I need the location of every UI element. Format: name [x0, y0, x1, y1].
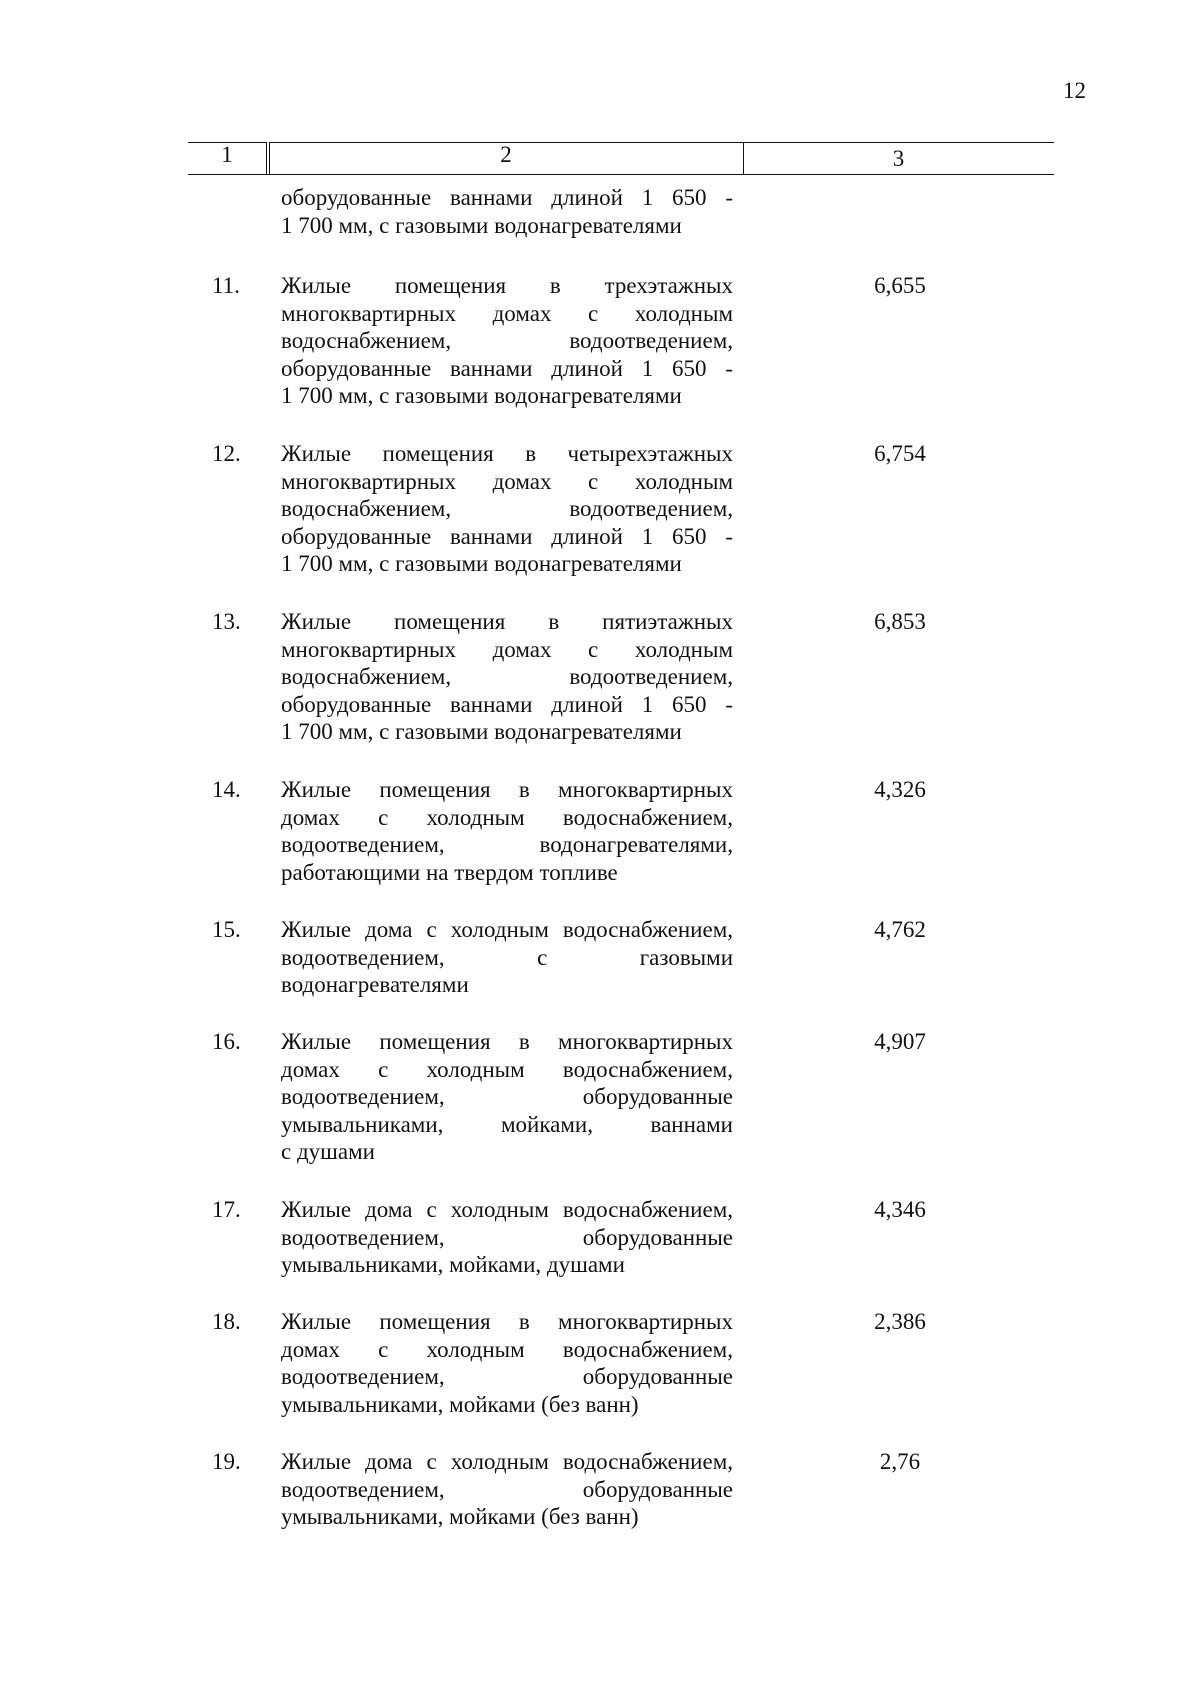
description-line: многоквартирных домах с холодным	[281, 300, 733, 326]
page-number: 12	[1063, 78, 1086, 103]
header-col-3: 3	[892, 146, 905, 171]
description-line: Жилые дома с холодным водоснабжением,	[281, 1449, 733, 1474]
description-line: водоотведением, оборудованные	[281, 1364, 733, 1389]
description-line: 1 700 мм, с газовыми водонагревателями	[281, 383, 682, 408]
description-line: Жилые дома с холодным водоснабжением,	[281, 1197, 733, 1222]
table-row	[0, 1448, 1200, 1560]
description-line: многоквартирных домах с холодным	[281, 468, 733, 494]
row-number: 15.	[212, 917, 241, 942]
description-line: Жилые помещения в многоквартирных	[281, 1309, 733, 1334]
description-line: водоотведением, оборудованные	[281, 1224, 733, 1250]
header-col-1: 1	[221, 142, 233, 167]
row-number: 11.	[212, 273, 240, 298]
description-line: Жилые помещения в пятиэтажных	[281, 609, 733, 634]
table-row	[0, 440, 1200, 608]
description-line: Жилые дома с холодным водоснабжением,	[281, 917, 733, 942]
row-number: 14.	[212, 777, 241, 802]
description-line: умывальниками, мойками (без ванн)	[281, 1391, 639, 1417]
header-divider	[266, 142, 267, 175]
description-line: водоснабжением, водоотведением,	[281, 496, 733, 521]
row-description	[281, 1308, 733, 1418]
description-line: 1 700 мм, с газовыми водонагревателями	[281, 212, 682, 238]
description-line: оборудованные ваннами длиной 1 650 -	[281, 691, 733, 717]
table-row	[0, 272, 1200, 440]
description-line: оборудованные ваннами длиной 1 650 -	[281, 523, 733, 549]
row-description	[281, 1028, 733, 1166]
row-description	[281, 184, 733, 239]
description-line: водоснабжением, водоотведением,	[281, 328, 733, 353]
description-line: водоотведением, оборудованные	[281, 1476, 733, 1502]
row-value: 6,754	[874, 441, 926, 466]
description-line: водоотведением, водонагревателями,	[281, 832, 733, 857]
row-value: 2,76	[879, 1449, 921, 1474]
row-value: 2,386	[874, 1309, 926, 1334]
description-line: с душами	[281, 1139, 375, 1164]
description-line: умывальниками, мойками, душами	[281, 1252, 625, 1277]
row-value: 4,907	[874, 1029, 926, 1054]
row-description	[281, 440, 733, 578]
description-line: домах с холодным водоснабжением,	[281, 1336, 733, 1362]
description-line: Жилые помещения в четырехэтажных	[281, 441, 733, 466]
row-value: 6,853	[874, 609, 926, 634]
header-col-2: 2	[500, 142, 512, 167]
description-line: умывальниками, мойками (без ванн)	[281, 1504, 639, 1529]
description-line: водоотведением, с газовыми	[281, 944, 733, 970]
table-row	[0, 1308, 1200, 1448]
row-number: 19.	[212, 1449, 241, 1474]
table-body	[0, 184, 1200, 1560]
description-line: водоотведением, оборудованные	[281, 1084, 733, 1109]
row-value: 4,346	[874, 1197, 926, 1222]
description-line: умывальниками, мойками, ваннами	[281, 1111, 733, 1137]
description-line: многоквартирных домах с холодным	[281, 636, 733, 662]
description-line: Жилые помещения в многоквартирных	[281, 777, 733, 802]
row-value: 6,655	[874, 273, 926, 298]
description-line: оборудованные ваннами длиной 1 650 -	[281, 185, 733, 210]
row-description	[281, 776, 733, 886]
row-description	[281, 1448, 733, 1531]
row-description	[281, 272, 733, 410]
table-row	[0, 916, 1200, 1028]
row-description	[281, 916, 733, 999]
header-bottom-rule	[188, 174, 1054, 175]
description-line: 1 700 мм, с газовыми водонагревателями	[281, 551, 682, 576]
table-row	[0, 776, 1200, 916]
table-row-continuation	[0, 184, 1200, 272]
table-row	[0, 608, 1200, 776]
row-value: 4,762	[874, 917, 926, 942]
description-line: оборудованные ваннами длиной 1 650 -	[281, 355, 733, 381]
description-line: водонагревателями	[281, 972, 469, 997]
row-number: 17.	[212, 1197, 241, 1222]
row-description	[281, 608, 733, 746]
description-line: водоснабжением, водоотведением,	[281, 664, 733, 689]
row-number: 18.	[212, 1309, 241, 1334]
description-line: домах с холодным водоснабжением,	[281, 1056, 733, 1082]
row-number: 13.	[212, 609, 241, 634]
row-number: 12.	[212, 441, 241, 466]
description-line: работающими на твердом топливе	[281, 859, 618, 885]
description-line: Жилые помещения в трехэтажных	[281, 273, 733, 298]
table-row	[0, 1196, 1200, 1308]
table-row	[0, 1028, 1200, 1196]
description-line: домах с холодным водоснабжением,	[281, 804, 733, 830]
description-line: 1 700 мм, с газовыми водонагревателями	[281, 719, 682, 744]
row-description	[281, 1196, 733, 1279]
description-line: Жилые помещения в многоквартирных	[281, 1029, 733, 1054]
row-value: 4,326	[874, 777, 926, 802]
row-number: 16.	[212, 1029, 241, 1054]
table-header	[188, 142, 1054, 176]
